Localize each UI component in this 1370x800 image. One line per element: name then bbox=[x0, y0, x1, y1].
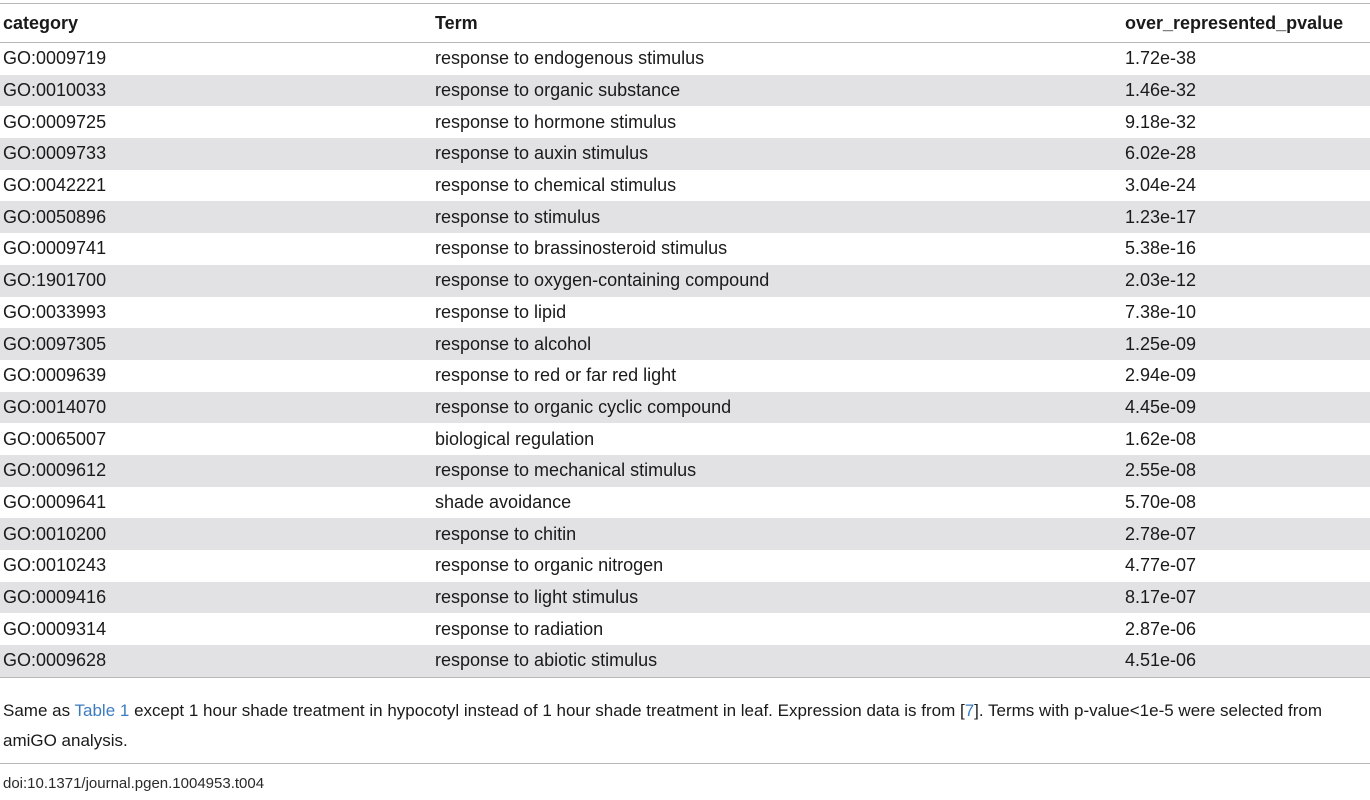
cell-pvalue: 4.77e-07 bbox=[1125, 555, 1197, 576]
cell-term: shade avoidance bbox=[435, 491, 572, 512]
table-body bbox=[0, 43, 1370, 678]
cell-category: GO:0010243 bbox=[3, 555, 107, 576]
table-row bbox=[0, 423, 1370, 455]
cell-term: response to red or far red light bbox=[435, 365, 677, 386]
cell-category: GO:1901700 bbox=[0, 265, 432, 297]
table-row bbox=[0, 297, 1370, 329]
caption-prefix: Same as bbox=[3, 701, 75, 720]
cell-pvalue: 4.45e-09 bbox=[1122, 392, 1370, 424]
table-header-row bbox=[0, 4, 1370, 43]
cell-term: response to mechanical stimulus bbox=[432, 455, 1122, 487]
header-pvalue: over_represented_pvalue bbox=[1122, 4, 1370, 43]
table-row bbox=[0, 233, 1370, 265]
table-row bbox=[0, 265, 1370, 297]
table-row bbox=[0, 328, 1370, 360]
cell-term: response to brassinosteroid stimulus bbox=[435, 238, 728, 259]
table-row bbox=[0, 645, 1370, 677]
cell-category: GO:0009416 bbox=[0, 582, 432, 614]
footer-rule bbox=[0, 763, 1370, 764]
caption-middle: except 1 hour shade treatment in hypocotyl instead of 1 hour shade treatment in leaf. Expression data is from [ bbox=[129, 701, 965, 720]
cell-pvalue: 2.87e-06 bbox=[1125, 618, 1197, 639]
header-term: Term bbox=[432, 4, 1122, 43]
cell-pvalue: 3.04e-24 bbox=[1125, 175, 1197, 196]
table-row bbox=[0, 170, 1370, 202]
cell-pvalue: 1.23e-17 bbox=[1122, 201, 1370, 233]
header-category: category bbox=[0, 4, 432, 43]
cell-category: GO:0009741 bbox=[3, 238, 107, 259]
table-row bbox=[0, 613, 1370, 645]
caption-suffix: ]. Terms with p-value<1e-5 were selected from amiGO analysis. bbox=[3, 701, 1323, 750]
cell-category: GO:0009639 bbox=[3, 365, 107, 386]
cell-term: response to organic nitrogen bbox=[435, 555, 664, 576]
cell-pvalue: 9.18e-32 bbox=[1125, 111, 1197, 132]
cell-term: response to light stimulus bbox=[432, 582, 1122, 614]
cell-pvalue: 8.17e-07 bbox=[1122, 582, 1370, 614]
table-row bbox=[0, 138, 1370, 170]
cell-pvalue: 1.25e-09 bbox=[1122, 328, 1370, 360]
cell-term: biological regulation bbox=[435, 428, 595, 449]
table-row bbox=[0, 550, 1370, 582]
doi-text: doi:10.1371/journal.pgen.1004953.t004 bbox=[3, 775, 265, 792]
cell-category: GO:0097305 bbox=[0, 328, 432, 360]
table-row bbox=[0, 201, 1370, 233]
cell-pvalue: 2.94e-09 bbox=[1125, 365, 1197, 386]
table-row bbox=[0, 392, 1370, 424]
cell-term: response to abiotic stimulus bbox=[432, 645, 1122, 677]
cell-pvalue: 5.70e-08 bbox=[1125, 491, 1197, 512]
table-row bbox=[0, 487, 1370, 519]
cell-category: GO:0009719 bbox=[3, 48, 107, 69]
cell-term: response to oxygen-containing compound bbox=[432, 265, 1122, 297]
cell-term: response to chitin bbox=[432, 518, 1122, 550]
table-caption bbox=[3, 696, 1333, 756]
cell-pvalue: 7.38e-10 bbox=[1125, 301, 1197, 322]
cell-category: GO:0009733 bbox=[0, 138, 432, 170]
cell-category: GO:0009314 bbox=[3, 618, 107, 639]
cell-term: response to radiation bbox=[435, 618, 604, 639]
go-terms-table bbox=[0, 4, 1370, 678]
table-row bbox=[0, 75, 1370, 107]
cell-pvalue: 4.51e-06 bbox=[1122, 645, 1370, 677]
cell-term: response to organic cyclic compound bbox=[432, 392, 1122, 424]
cell-category: GO:0065007 bbox=[3, 428, 107, 449]
cell-category: GO:0009725 bbox=[3, 111, 107, 132]
cell-term: response to stimulus bbox=[432, 201, 1122, 233]
table-1-link[interactable]: Table 1 bbox=[74, 701, 130, 720]
cell-category: GO:0010200 bbox=[0, 518, 432, 550]
cell-category: GO:0042221 bbox=[3, 175, 107, 196]
cell-term: response to endogenous stimulus bbox=[435, 48, 705, 69]
table-row bbox=[0, 582, 1370, 614]
cell-category: GO:0010033 bbox=[0, 75, 432, 107]
cell-pvalue: 2.78e-07 bbox=[1122, 518, 1370, 550]
cell-pvalue: 5.38e-16 bbox=[1125, 238, 1197, 259]
table-row bbox=[0, 455, 1370, 487]
cell-category: GO:0050896 bbox=[0, 201, 432, 233]
cell-term: response to alcohol bbox=[432, 328, 1122, 360]
reference-7-link[interactable]: 7 bbox=[964, 701, 975, 720]
cell-category: GO:0014070 bbox=[0, 392, 432, 424]
cell-pvalue: 1.46e-32 bbox=[1122, 75, 1370, 107]
cell-term: response to lipid bbox=[435, 301, 567, 322]
cell-pvalue: 1.72e-38 bbox=[1125, 48, 1197, 69]
table-row bbox=[0, 43, 1370, 75]
cell-pvalue: 2.03e-12 bbox=[1122, 265, 1370, 297]
table-row bbox=[0, 518, 1370, 550]
cell-term: response to chemical stimulus bbox=[435, 175, 677, 196]
cell-category: GO:0009612 bbox=[0, 455, 432, 487]
cell-pvalue: 1.62e-08 bbox=[1125, 428, 1197, 449]
cell-term: response to organic substance bbox=[432, 75, 1122, 107]
cell-term: response to auxin stimulus bbox=[432, 138, 1122, 170]
cell-term: response to hormone stimulus bbox=[435, 111, 677, 132]
cell-category: GO:0009641 bbox=[3, 491, 107, 512]
table-row bbox=[0, 106, 1370, 138]
cell-pvalue: 6.02e-28 bbox=[1122, 138, 1370, 170]
cell-category: GO:0009628 bbox=[0, 645, 432, 677]
cell-pvalue: 2.55e-08 bbox=[1122, 455, 1370, 487]
table-row bbox=[0, 360, 1370, 392]
cell-category: GO:0033993 bbox=[3, 301, 107, 322]
